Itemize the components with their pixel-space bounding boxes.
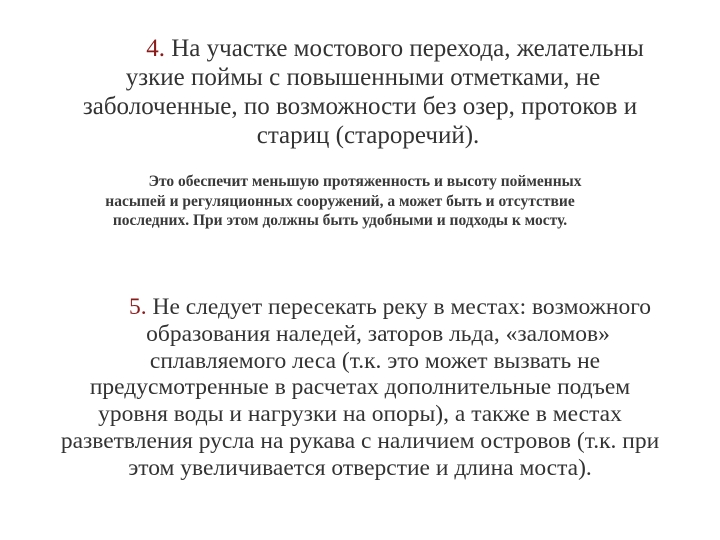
note-line-2: насыпей и регуляционных сооружений, а может быть и отсутствие <box>105 192 575 210</box>
note-line-3: последних. При этом должны быть удобными и подходы к мосту. <box>112 212 568 229</box>
item-5-line-3: сплавляемого леса (т.к. это может вызвать не <box>149 347 601 374</box>
item-5-line-5: уровня воды и нагрузки на опоры), а также в местах <box>98 401 622 428</box>
item-5-paragraph <box>24 294 696 482</box>
item-4-number: 4. <box>146 35 165 62</box>
item-5-line-1-text: Не следует пересекать реку в местах: возможного <box>146 294 652 320</box>
item-4-line-2: узкие поймы с повышенными отметками, не <box>125 64 601 91</box>
item-5-line-2: образования наледей, заторов льда, «заломов» <box>146 320 610 347</box>
item-4-paragraph <box>30 34 690 150</box>
item-5-line-4: предусмотренные в расчетах дополнительные подъем <box>89 374 631 401</box>
item-5-number: 5. <box>128 294 147 320</box>
note-paragraph <box>30 172 650 231</box>
item-4-line-1-text: На участке мостового перехода, желательны <box>164 35 644 62</box>
item-5-line-1 <box>24 294 696 321</box>
item-4-line-4: стариц (старoречий). <box>256 122 480 149</box>
item-5-line-7: этом увеличивается отверстие и длина моста). <box>128 454 592 481</box>
item-4-line-3: заболоченные, по возможности без озер, протоков и <box>82 93 638 120</box>
item-4-line-1 <box>30 34 690 63</box>
note-line-1: Это обеспечит меньшую протяженность и высоту пойменных <box>148 173 582 190</box>
item-5-line-6: разветвления русла на рукава с наличием островов (т.к. при <box>60 427 660 454</box>
